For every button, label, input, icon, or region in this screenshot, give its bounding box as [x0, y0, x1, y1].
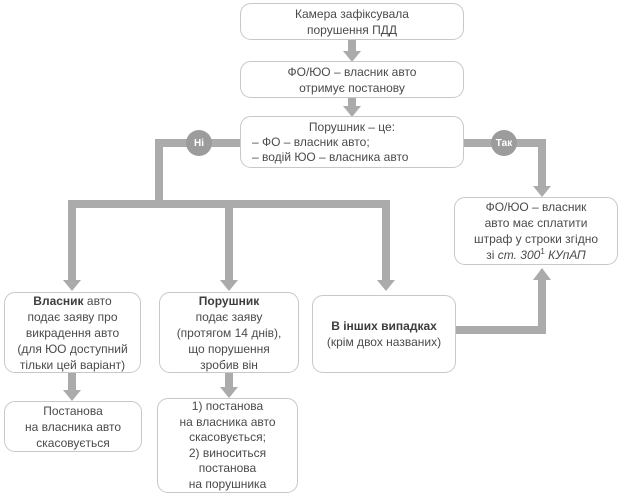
node-line: постанова — [198, 461, 257, 475]
node-line: викрадення авто — [25, 325, 120, 340]
arrow-other-to-pay-head — [533, 268, 551, 280]
connector-other-to-pay-horizontal — [454, 326, 546, 334]
node-line: авто має сплатити — [484, 216, 588, 230]
connector-drop-violator — [225, 200, 233, 280]
node-violator-claim — [159, 292, 299, 373]
decision-item: – ФО – власник авто; — [252, 134, 370, 149]
branch-label-yes — [491, 130, 517, 156]
legal-superscript: 1 — [540, 247, 545, 256]
arrow-violator-outcome-head — [220, 387, 238, 398]
owner-claim-bold: Власник — [33, 293, 84, 308]
branch-no-text: Ні — [194, 137, 204, 149]
node-line: подає заяву — [195, 309, 263, 324]
node-line: скасовується; — [189, 430, 266, 444]
node-line: 1) постанова — [191, 399, 264, 413]
node-line — [33, 293, 111, 309]
node-line: штраф у строки згідно — [474, 232, 598, 246]
arrow-drop-violator-head — [220, 280, 238, 291]
node-owner-receives-resolution — [240, 61, 464, 98]
connector-no-vertical — [155, 139, 163, 208]
arrow-yes-head — [533, 186, 551, 197]
node-line: зробив він — [200, 357, 258, 372]
legal-prefix: зі — [486, 248, 498, 262]
branch-label-no — [186, 130, 212, 156]
legal-code-italic: КУпАП — [544, 248, 586, 262]
node-line: ФО/ЮО – власник — [485, 200, 587, 214]
node-line: скасовується — [36, 435, 110, 450]
node-line: порушення ПДД — [307, 22, 397, 37]
owner-claim-after-bold: авто — [83, 293, 112, 308]
decision-items — [241, 135, 463, 165]
node-line: на власника авто — [179, 414, 276, 429]
node-line: ФО/ЮО – власник авто — [287, 64, 417, 79]
node-line: (для ЮО доступний — [17, 341, 128, 356]
node-line: подає заяву про — [27, 309, 118, 324]
connector-drop-other — [382, 200, 390, 280]
legal-article-italic: ст. 300 — [497, 248, 541, 262]
node-line: 2) виноситься — [188, 445, 267, 460]
arrow-drop-other-head — [377, 280, 395, 291]
legal-reference-line — [486, 247, 586, 263]
node-camera-detected — [240, 3, 464, 40]
node-line: що порушення — [188, 341, 270, 356]
violator-claim-bold: Порушник — [198, 293, 260, 308]
node-line: на власника авто — [24, 419, 122, 434]
branch-yes-text: Так — [495, 137, 513, 149]
node-owner-theft-claim — [4, 292, 141, 373]
connector-other-to-pay-vertical — [538, 280, 546, 334]
arrow-drop-owner-head — [63, 280, 81, 291]
node-decision-violator-is — [240, 116, 464, 168]
arrow-violator-outcome-shaft — [225, 373, 233, 388]
node-line: отримує постанову — [299, 80, 405, 95]
arrow-owner-outcome-shaft — [68, 373, 76, 391]
node-line: Постанова — [43, 403, 103, 418]
node-resolution-cancelled — [4, 401, 142, 452]
node-line: (протягом 14 днів), — [176, 325, 282, 340]
decision-item: – водій ЮО – власника авто — [252, 149, 409, 164]
node-line: на порушника — [188, 476, 267, 491]
node-line: (крім двох названих) — [326, 335, 442, 349]
other-cases-bold: В інших випадках — [331, 319, 437, 333]
node-pay-fine — [454, 197, 618, 265]
arrow-owner-outcome-head — [63, 390, 81, 401]
node-line: Камера зафіксувала — [295, 6, 409, 21]
connector-drop-owner — [68, 200, 76, 280]
node-line: тільки цей варіант) — [19, 357, 126, 372]
node-other-cases — [312, 295, 456, 373]
connector-yes-vertical — [538, 139, 546, 187]
node-resolution-reissued — [157, 398, 298, 493]
decision-title: Порушник – це: — [308, 119, 396, 134]
